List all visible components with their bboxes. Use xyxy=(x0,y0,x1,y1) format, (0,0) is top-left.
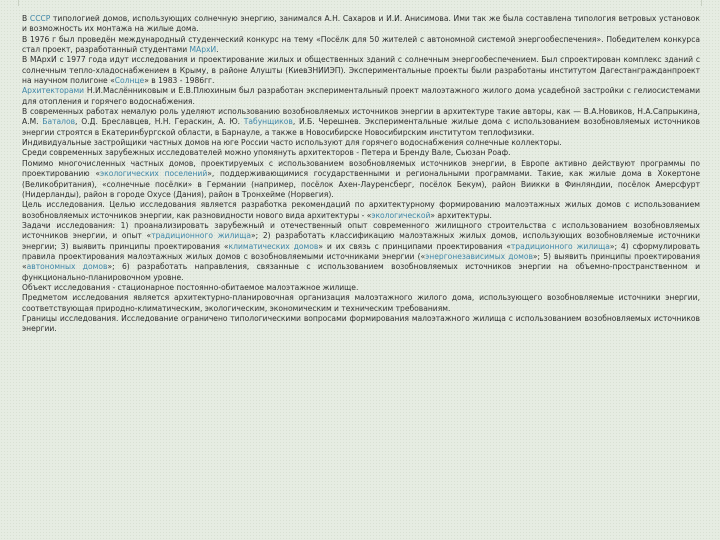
paragraph xyxy=(22,86,700,107)
text-segment: Н.И.Маслённиковым и Е.В.Плюхиным был разработан экспериментальный проект малоэтажного жилого дома усадебной застройки с гелиосистемами для отопления и горячего водоснабжения. xyxy=(22,86,700,106)
hyperlink[interactable]: климатических домов xyxy=(228,241,319,251)
text-segment: В 1976 г был проведён международный студенческий конкурс на тему «Посёлк для 50 жителей с автономной системой энергообеспечения». Победителем конкурса стал проект, разработанный студентами xyxy=(22,34,700,55)
text-segment: В xyxy=(22,14,30,23)
text-segment: Цель исследования. Целью исследования является разработка рекомендаций по архитектурному формированию малоэтажных жилых домов с использованием возобновляемых источников энергии, как разновидности нового вида архитектуры - « xyxy=(22,200,700,220)
hyperlink[interactable]: Баталов xyxy=(42,117,76,127)
text-segment: Границы исследования. Исследование ограничено типологическими вопросами формирования малоэтажного жилища с использованием возобновляемых источников энергии. xyxy=(22,313,700,334)
paragraph xyxy=(22,148,700,158)
hyperlink[interactable]: Табунщиков xyxy=(243,117,293,127)
paragraph xyxy=(22,221,700,283)
text-segment: типологией домов, использующих солнечную энергию, занимался А.Н. Сахаров и И.И. Анисимова. Ими так же была составлена типология ветровых установок и возможность их монтажа на жилые дома. xyxy=(22,14,700,34)
hyperlink[interactable]: Архитекторами xyxy=(22,86,85,96)
paragraph xyxy=(22,293,700,314)
text-segment: »; 5) выявить принципы проектирования « xyxy=(22,251,700,272)
text-segment: », поддерживающимися государственными и региональными программами. Такие, как жилые дома в Хокертоне (Великобритания), «солнечные посёлки» в Германии (например, посёлок Ахен-Лауренсберг, посёлок Бекум), район Виикки в Финляндии, посёлок Амерсфурт (Нидерланды), район в городе Охусе (Дания), район в Тронхейме (Норвегия). xyxy=(22,169,700,199)
paragraph xyxy=(22,283,700,293)
text-segment: Объект исследования - стационарное постоянно-обитаемое малоэтажное жилище. xyxy=(22,282,359,292)
text-segment: » архитектуры. xyxy=(430,210,492,220)
paragraph xyxy=(22,138,700,148)
text-segment: , О.Д. Бреславцев, Н.Н. Гераскин, А. Ю. xyxy=(75,117,244,127)
slide-frame-top xyxy=(18,0,702,6)
text-segment: » в 1983 - 1986гг. xyxy=(144,76,215,86)
document-body xyxy=(22,14,700,335)
hyperlink[interactable]: МАрхИ xyxy=(189,45,217,55)
paragraph xyxy=(22,55,700,86)
paragraph xyxy=(22,159,700,200)
text-segment: В современных работах немалую роль уделяют использованию возобновляемых источников энергии в архитектуре такие авторы, как — В.А.Новиков, Н.А.Сапрыкина, А.М. xyxy=(22,107,700,127)
paragraph xyxy=(22,35,700,56)
text-segment: Среди современных зарубежных исследователей можно упомянуть архитекторов - Петера и Бренду Вале, Сьюзан Роаф. xyxy=(22,148,511,158)
text-segment: . xyxy=(216,45,219,55)
text-segment: Индивидуальные застройщики частных домов на юге России часто используют для горячего водоснабжения солнечные коллекторы. xyxy=(22,138,562,148)
text-segment: »; 2) разработать классификацию малоэтажных жилых домов, использующих возобновляемые источники энергии; 3) выявить принципы проектирования « xyxy=(22,231,700,251)
text-segment: »; 6) разработать направления, связанные с использованием возобновляемых источников энергии на объемно-пространственном и функционально-планировочном уровне. xyxy=(22,262,700,282)
text-segment: В МАрхИ с 1977 года идут исследования и проектирование жилых и общественных зданий с солнечным энергообеспечением. Был спроектирован комплекс зданий с солнечным тепло-хладоснабжением в Крыму, в районе Алушты (КиевЗНИИЭП). Экспериментальные проекты были разработаны институтом Дагестангражданпроект на научном полигоне « xyxy=(22,55,700,86)
paragraph xyxy=(22,314,700,335)
hyperlink[interactable]: автономных домов xyxy=(26,262,108,272)
hyperlink[interactable]: традиционного жилища xyxy=(151,231,251,241)
paragraph xyxy=(22,200,700,221)
hyperlink[interactable]: энергонезависимых домов xyxy=(425,251,533,261)
text-segment: Предметом исследования является архитектурно-планировочная организация малоэтажного жилого дома, использующего возобновляемые источники энергии, соответствующая природно-климатическим, экологическим, экономическим и техническим требованиям. xyxy=(22,293,700,313)
text-segment: » и их связь с принципами проектирования « xyxy=(318,241,511,251)
text-segment: Задачи исследования: 1) проанализировать зарубежный и отечественный опыт современного жилищного строительства с использованием возобновляемых источников энергии, и опыт « xyxy=(22,220,700,241)
hyperlink[interactable]: экологических поселений xyxy=(99,169,208,179)
hyperlink[interactable]: экологической xyxy=(371,210,431,220)
hyperlink[interactable]: Солнце xyxy=(114,76,145,86)
text-segment: Помимо многочисленных частных домов, проектируемых с использованием возобновляемых источников энергии, в Европе активно действуют программы по проектированию « xyxy=(22,158,700,179)
paragraph xyxy=(22,107,700,138)
hyperlink[interactable]: СССР xyxy=(29,14,51,23)
hyperlink[interactable]: традиционного жилища xyxy=(510,241,610,251)
text-segment: , И.Б. Черешнев. Экспериментальные жилые дома с использованием возобновляемых источников энергии строятся в Екатеринбургской области, в Барнауле, а также в Новосибирске Новосибирским институтом теплофизики. xyxy=(22,117,700,137)
paragraph xyxy=(22,14,700,35)
text-segment: »; 4) сформулировать правила проектирования малоэтажных жилых домов с возобновляемыми источниками энергии (« xyxy=(22,241,700,261)
